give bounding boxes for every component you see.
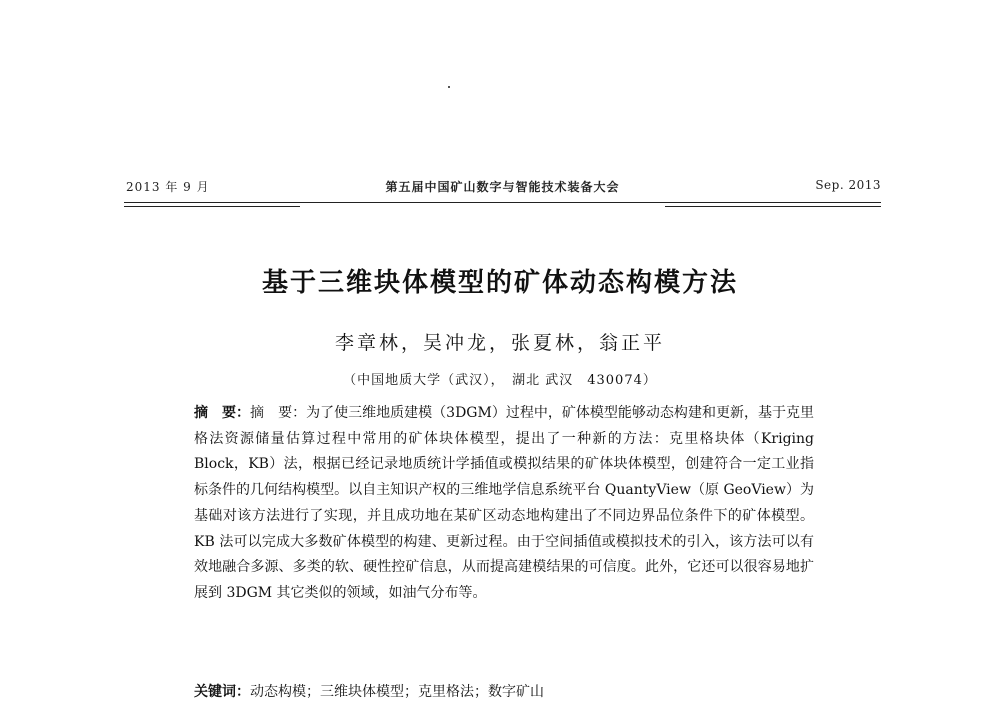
keywords-label: 关键词： [194, 684, 250, 700]
header-rule-main [124, 202, 881, 203]
header-conference: 第五届中国矿山数字与智能技术装备大会 [385, 180, 620, 194]
abstract [194, 401, 814, 607]
header-rule-left [124, 206, 300, 207]
header-rule-right [665, 206, 881, 207]
paper-affiliation: （中国地质大学（武汉）， 湖北 武汉 430074） [343, 373, 657, 388]
header-date-en: Sep. 2013 [815, 178, 881, 192]
abstract-label: 摘 要： [194, 405, 251, 421]
keywords [194, 682, 814, 702]
header-date-cn: 2013 年 9 月 [126, 180, 210, 194]
scan-speck [448, 86, 450, 88]
paper-title: 基于三维块体模型的矿体动态构模方法 [261, 268, 738, 298]
abstract-text: 摘 要：为了使三维地质建模（3DGM）过程中，矿体模型能够动态构建和更新，基于克里格法资源储量估算过程中常用的矿体块体模型，提出了一种新的方法：克里格块体（Kriging Block，KB）法，根据已经记录地质统计学插值或模拟结果的矿体块体模型，创建符合一定工业指标条件的几何结构模型。以自主知识产权的三维地学信息系统平台 QuantyView（原 GeoView）为基础对该方法进行了实现，并且成功地在某矿区动态地构建出了不同边界品位条件下的矿体模型。KB 法可以完成大多数矿体模型的构建、更新过程。由于空间插值或模拟技术的引入，该方法可以有效地融合多源、多类的软、硬性控矿信息，从而提高建模结果的可信度。此外，它还可以很容易地扩展到 3DGM 其它类似的领域，如油气分布等。 [194, 405, 815, 601]
running-header [124, 178, 881, 198]
paper-authors: 李章林，吴冲龙，张夏林，翁正平 [334, 332, 665, 354]
keywords-text: 动态构模；三维块体模型；克里格法；数字矿山 [250, 684, 544, 700]
